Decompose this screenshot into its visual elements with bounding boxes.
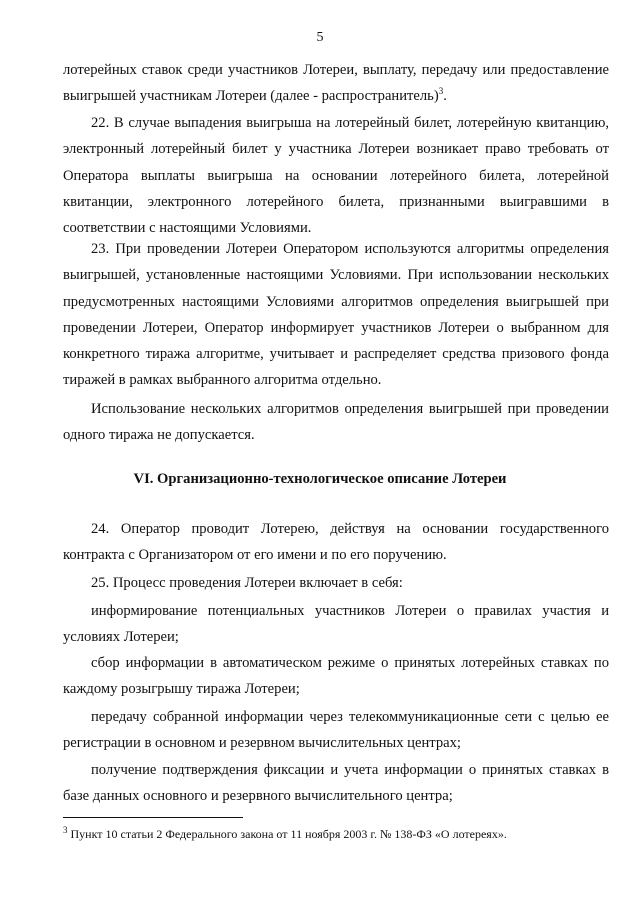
- paragraph-23: [63, 236, 609, 394]
- text-line: проведении Лотереи, Оператор информирует участников Лотереи о выбранном для: [63, 319, 609, 336]
- text-line: 24. Оператор проводит Лотерею, действуя на основании государственного: [91, 521, 609, 537]
- paragraph-continuation: [63, 57, 609, 110]
- list-item-transfer: [63, 704, 609, 757]
- footnote-separator: [63, 817, 243, 818]
- text-line: тиражей в рамках выбранного алгоритма отдельно.: [63, 372, 382, 389]
- text-tail: .: [443, 88, 447, 105]
- text-line: и условиях Лотереи;: [63, 603, 609, 646]
- list-item-informing: [63, 598, 609, 651]
- text-line: получение подтверждения фиксации и учета информации о принятых ставках: [91, 762, 597, 778]
- text-line: в соответствии с настоящими Условиями.: [63, 193, 609, 237]
- footnote-text: Пункт 10 статьи 2 Федерального закона от 11 ноября 2003 г. № 138-ФЗ «О лотереях».: [67, 827, 507, 841]
- list-item-collection: [63, 650, 609, 703]
- paragraph-22: [63, 110, 609, 241]
- page-number: 5: [316, 30, 324, 45]
- text-line: Использование нескольких алгоритмов определения выигрышей при проведении: [91, 401, 609, 417]
- section-heading: VI. Организационно-технологическое описание Лотереи: [133, 471, 507, 487]
- text-line: 23. При проведении Лотереи Оператором используются алгоритмы определения: [91, 241, 609, 257]
- text-line: ее регистрации в основном и резервном вычислительных центрах;: [63, 709, 609, 752]
- text-line: 25. Процесс проведения Лотереи включает в себя:: [91, 575, 403, 591]
- text-line: предусмотренных настоящими Условиями алгоритмов определения выигрышей при: [63, 293, 609, 310]
- text-line: информирование потенциальных участников Лотереи о правилах участия: [91, 603, 591, 619]
- text-line: от Оператора выплаты выигрыша на основании лотерейного билета, лотерейной: [63, 141, 609, 184]
- footnote: [63, 826, 623, 842]
- text-line: одного тиража не допускается.: [63, 427, 255, 444]
- footnote-ref: 3: [438, 86, 444, 97]
- text-line: передачу собранной информации через телекоммуникационные сети с целью: [91, 709, 590, 725]
- text-line: выигрышей, установленные настоящими Условиями. При использовании нескольких: [63, 267, 609, 284]
- list-item-confirmation: [63, 757, 609, 810]
- text-line: квитанции, электронного лотерейного билета, признанными выигравшими: [63, 193, 587, 210]
- text-line: в базе данных основного и резервного вычислительного центра;: [63, 762, 610, 805]
- text-line: электронный лотерейный билет у участника Лотереи возникает право требовать: [63, 141, 589, 158]
- text-line: 22. В случае выпадения выигрыша на лотерейный билет, лотерейную квитанцию,: [91, 115, 609, 131]
- text-line: выигрышей участникам Лотереи (далее - распространитель): [63, 88, 439, 105]
- text-line: лотерейных ставок среди участников Лотереи, выплату, передачу или предоставление: [63, 62, 609, 78]
- paragraph-24: [63, 516, 609, 569]
- text-line: по каждому розыгрышу тиража Лотереи;: [63, 655, 609, 698]
- text-line: сбор информации в автоматическом режиме о принятых лотерейных ставках: [91, 655, 588, 671]
- footnote-marker: 3: [63, 825, 68, 835]
- paragraph-algorithms-note: [63, 396, 609, 449]
- text-line: контракта с Организатором от его имени и по его поручению.: [63, 547, 447, 564]
- paragraph-25: [63, 570, 609, 596]
- text-line: конкретного тиража алгоритме, учитывает и распределяет средства призового фонда: [63, 346, 609, 363]
